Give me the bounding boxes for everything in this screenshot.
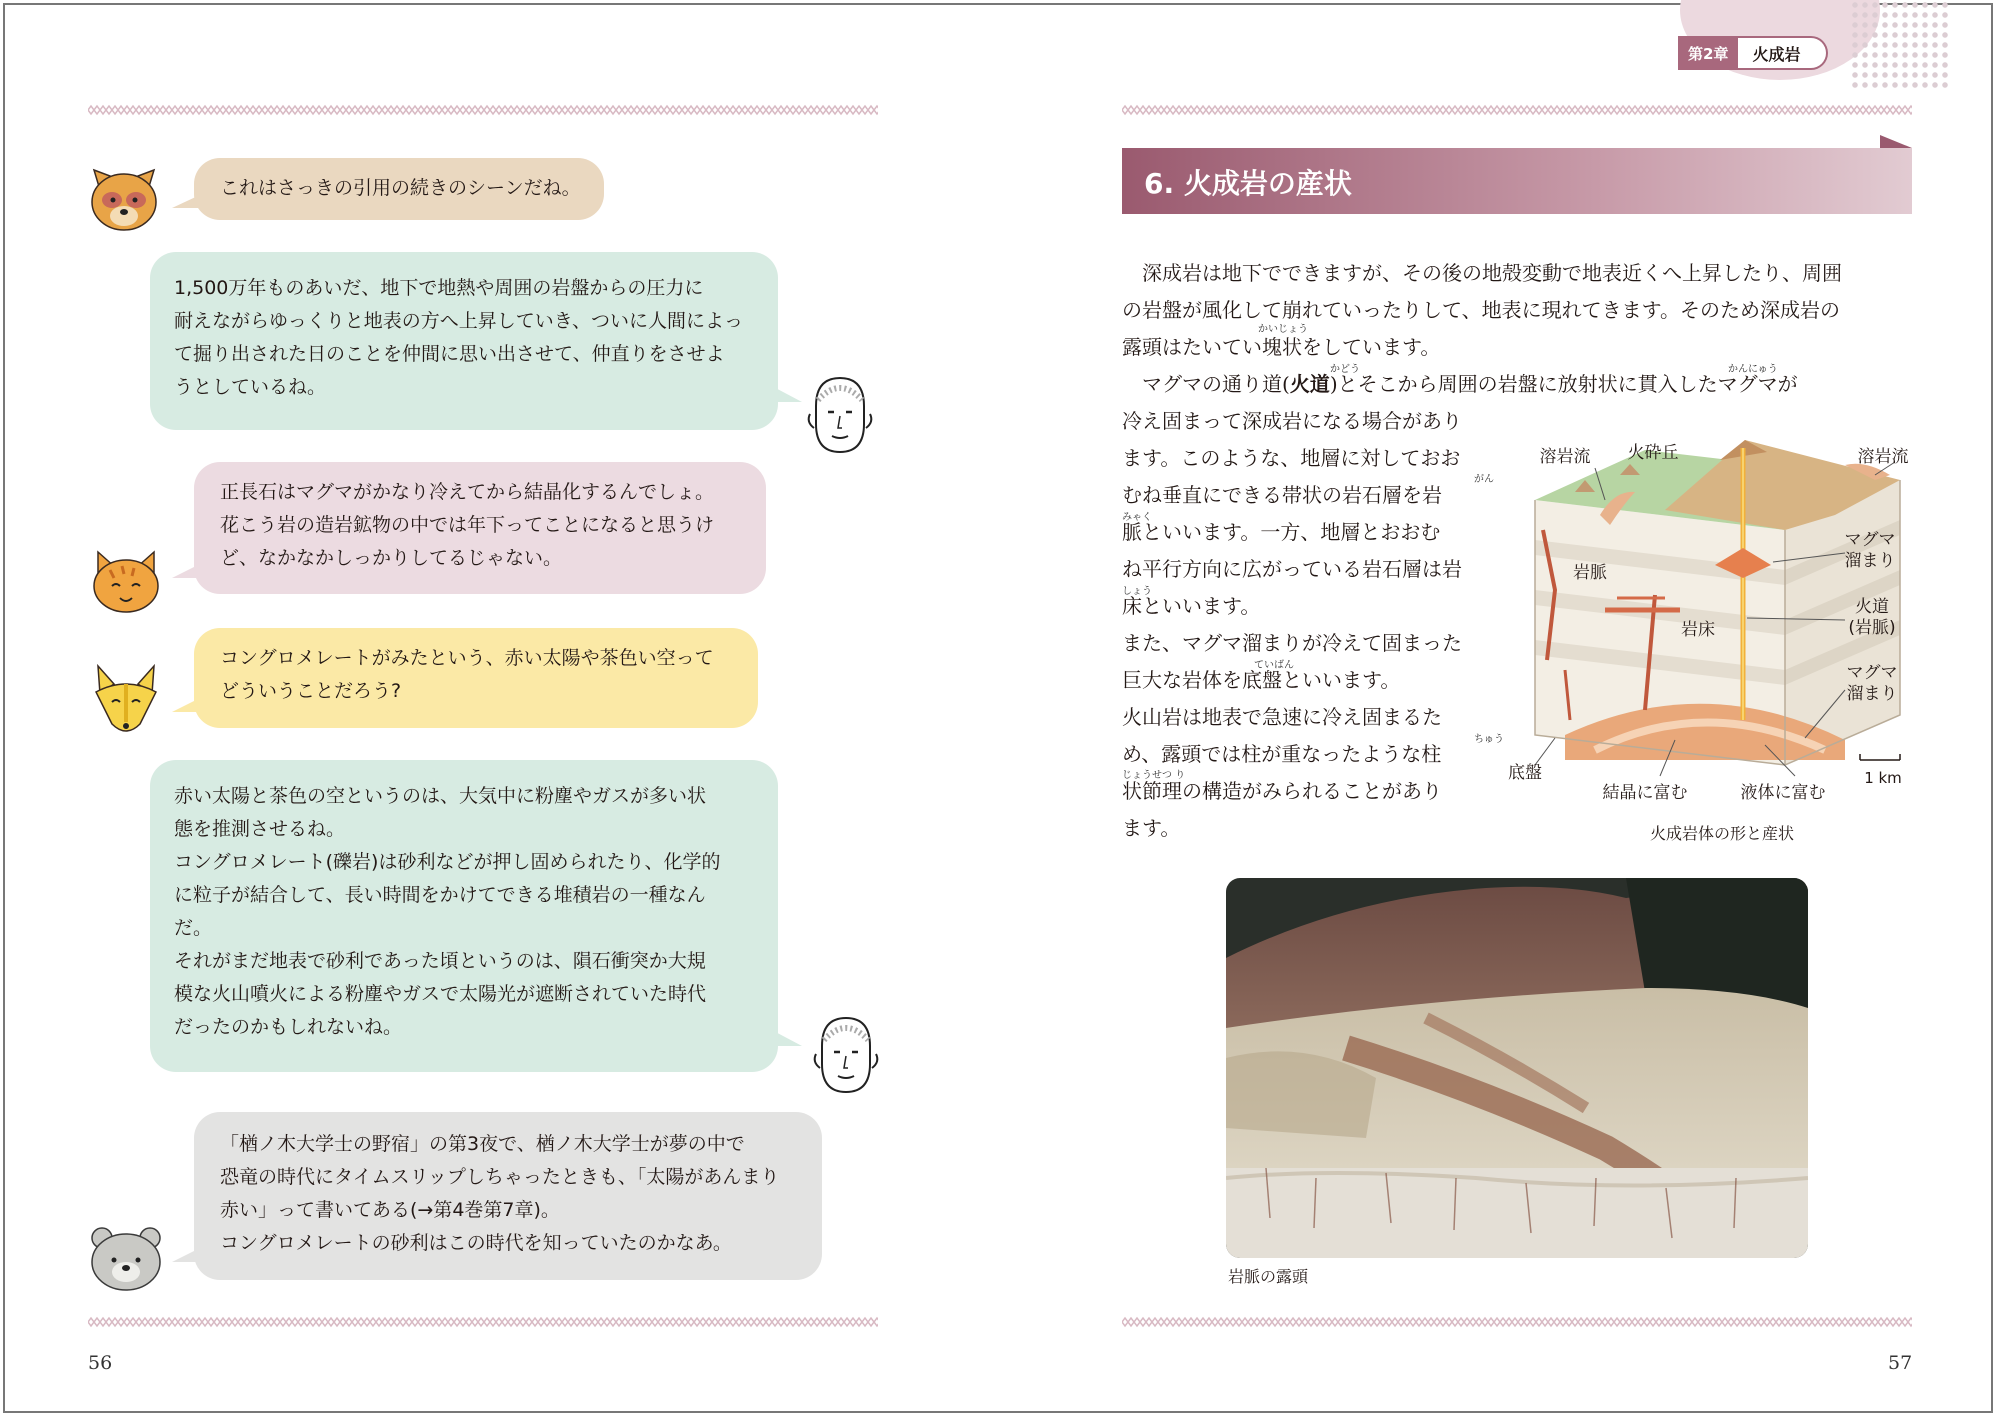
intro-paragraph [1122, 255, 1912, 366]
label-lava-flow-left: 溶岩流 [1539, 447, 1591, 467]
speech-bubble-cat-1 [194, 462, 766, 594]
bubble-text: どういうことだろう? [220, 680, 402, 702]
label-magma-chamber-upper-2: 溜まり [1844, 551, 1896, 571]
ruby-shou: しょう [1122, 586, 1152, 597]
bubble-text: コングロメレートの砂利はこの時代を知っていたのかなあ。 [220, 1232, 732, 1254]
label-conduit-dike: (岩脈) [1848, 618, 1896, 638]
chapter-name: 火成岩 [1738, 36, 1828, 70]
ruby-myaku: みゃく [1122, 512, 1152, 523]
bubble-text: コングロメレート(礫岩)は砂利などが押し固められたり、化学的 [174, 851, 721, 873]
speech-bubble-fox-1 [194, 628, 758, 728]
bubble-text: これはさっきの引用の続きのシーンだね。 [220, 177, 581, 199]
bubble-text: 1,500万年ものあいだ、地下で地熱や周囲の岩盤からの圧力に [174, 277, 704, 299]
man-avatar [806, 1012, 884, 1096]
dike-outcrop-photo [1226, 878, 1808, 1258]
text-line: ます。 [1122, 816, 1181, 840]
fox-avatar [88, 662, 164, 742]
label-sill: 岩床 [1681, 620, 1715, 640]
speech-bubble-bear-1 [194, 1112, 822, 1280]
text-line: 脈といいます。一方、地層とおおむ [1122, 520, 1441, 544]
chapter-tab [1678, 36, 1828, 70]
label-magma-chamber-lower-1: マグマ [1846, 663, 1898, 683]
bubble-text: て掘り出された日のことを仲間に思い出させて、仲直りをさせよ [174, 343, 725, 365]
bubble-text: うとしているね。 [174, 376, 327, 398]
ruby-kannyuu: かんにゅう [1728, 364, 1778, 375]
text-line: ます。このような、地層に対しておお [1122, 446, 1461, 470]
bubble-text: 赤い太陽と茶色の空というのは、大気中に粉塵やガスが多い状 [174, 785, 707, 807]
ruby-gan: がん [1474, 474, 1494, 485]
text-line: 状節理の構造がみられることがあり [1122, 779, 1442, 803]
bubble-text: 「楢ノ木大学士の野宿」の第3夜で、楢ノ木大学士が夢の中で [220, 1133, 745, 1155]
bubble-text: 正長石はマグマがかなり冷えてから結晶化するんでしょ。 [220, 481, 715, 503]
page-number-left: 56 [88, 1352, 113, 1374]
label-cinder-cone: 火砕丘 [1627, 443, 1679, 463]
ruby-jousetsuri: じょうせつ り [1122, 770, 1186, 781]
label-conduit: 火道 [1855, 597, 1889, 617]
text-line: マグマの通り道(火道)とそこから周囲の岩盤に放射状に貫入したマグマが [1142, 372, 1798, 396]
ruby-teiban: ていばん [1254, 660, 1294, 671]
bubble-text: だ。 [174, 917, 213, 939]
bubble-text: ど、なかなかしっかりしてるじゃない。 [220, 547, 563, 569]
tanuki-avatar [86, 160, 162, 234]
ruby-kadou: かどう [1330, 364, 1360, 375]
ruby-chuu: ちゅう [1474, 734, 1504, 745]
text-line: 床といいます。 [1122, 594, 1261, 618]
bubble-text: 赤い」って書いてある(→第4巻第7章)。 [220, 1199, 560, 1221]
bubble-text: 恐竜の時代にタイムスリップしちゃったときも、「太陽があんまり [220, 1166, 780, 1188]
bubble-text: コングロメレートがみたという、赤い太陽や茶色い空って [220, 647, 714, 669]
speech-bubble-man-1 [150, 252, 778, 430]
label-batholith: 底盤 [1508, 763, 1542, 783]
text-line: また、マグマ溜まりが冷えて固まった [1122, 631, 1462, 655]
label-crystal-rich: 結晶に富む [1602, 783, 1688, 803]
bottom-border-left [88, 1316, 878, 1328]
text-line: むね垂直にできる帯状の岩石層を岩 [1122, 483, 1442, 507]
label-magma-chamber-upper-1: マグマ [1844, 530, 1896, 550]
bubble-text: に粒子が結合して、長い時間をかけてできる堆積岩の一種なん [174, 884, 706, 906]
label-dike: 岩脈 [1573, 563, 1607, 583]
section-heading-flag [1880, 135, 1912, 148]
top-border-right [1122, 104, 1912, 116]
section-title: 6. 火成岩の産状 [1144, 167, 1352, 200]
text-line: め、露頭では柱が重なったような柱 [1122, 742, 1442, 766]
top-border-left [88, 104, 878, 116]
text-line: の岩盤が風化して崩れていったりして、地表に現れてきます。そのため深成岩の [1122, 298, 1840, 322]
label-lava-flow-right: 溶岩流 [1857, 447, 1909, 467]
page-number-right: 57 [1888, 1352, 1913, 1374]
igneous-body-diagram [1505, 420, 1915, 810]
bubble-text: 花こう岩の造岩鉱物の中では年下ってことになると思うけ [220, 514, 715, 536]
text-line: 冷え固まって深成岩になる場合があり [1122, 409, 1462, 433]
dike-paragraph-lead [1122, 366, 1912, 403]
diagram-caption: 火成岩体の形と産状 [1650, 824, 1795, 843]
man-avatar [800, 372, 878, 456]
bubble-text: それがまだ地表で砂利であった頃というのは、隕石衝突か大規 [174, 950, 706, 972]
speech-bubble-tanuki-1 [194, 158, 604, 220]
text-line: 巨大な岩体を底盤といいます。 [1122, 668, 1401, 692]
text-line: ね平行方向に広がっている岩石層は岩 [1122, 557, 1462, 581]
cat-avatar [88, 546, 164, 616]
text-line: 深成岩は地下でできますが、その後の地殻変動で地表近くへ上昇したり、周囲 [1142, 261, 1842, 285]
label-magma-chamber-lower-2: 溜まり [1846, 684, 1898, 704]
speech-bubble-man-2 [150, 760, 778, 1072]
section-heading [1122, 148, 1912, 214]
bottom-border-right [1122, 1316, 1912, 1328]
term-kadou: 火道 [1289, 372, 1330, 396]
bubble-text: だったのかもしれないね。 [174, 1016, 403, 1038]
text-line: 露頭はたいてい塊状をしています。 [1122, 335, 1441, 359]
label-scale: 1 km [1864, 769, 1902, 787]
bear-avatar [86, 1222, 166, 1294]
chapter-tab-dots [1850, 0, 1950, 90]
photo-caption: 岩脈の露頭 [1228, 1267, 1309, 1286]
bubble-text: 態を推測させるね。 [174, 818, 346, 840]
bubble-text: 耐えながらゆっくりと地表の方へ上昇していき、ついに人間によっ [174, 310, 744, 332]
chapter-number: 第2章 [1678, 36, 1738, 70]
text-line: 火山岩は地表で急速に冷え固まるた [1122, 705, 1442, 729]
ruby-kaijou: かいじょう [1258, 324, 1308, 335]
bubble-text: 模な火山噴火による粉塵やガスで太陽光が遮断されていた時代 [174, 983, 707, 1005]
label-liquid-rich: 液体に富む [1740, 783, 1826, 803]
